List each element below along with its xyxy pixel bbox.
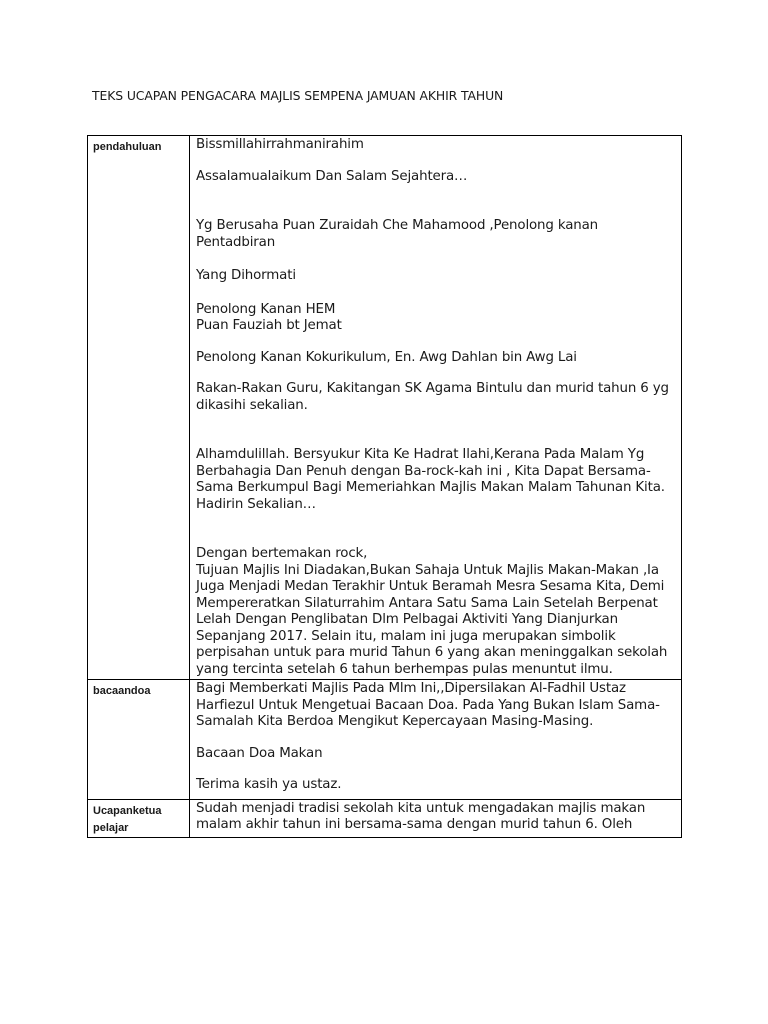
section-label: Ucapanketua pelajar [88,799,190,837]
paragraph: Dengan bertemakan rock, Tujuan Majlis Ini Diadakan,Bukan Sahaja Untuk Majlis Makan-Makan ,Ia Juga Menjadi Medan Terakhir Untuk Beramah Mesra Sesama Kita, Demi Mempereratkan Silaturrahim Antara Satu Sama Lain Setelah Berpenat Lelah Dengan Penglibatan Dlm Pelbagai Aktiviti Yang Dianjurkan Sepanjang 2017. Selain itu, malam ini juga merupakan simbolik perpisahan untuk para murid Tahun 6 yang akan meninggalkan sekolah yang tercinta setelah 6 tahun berhempas pulas menuntut ilmu. [196,546,668,677]
section-row-pendahuluan [88,136,682,680]
section-row-bacaandoa [88,680,682,800]
paragraph: Bissmillahirrahmanirahim [196,137,364,152]
paragraph: Yg Berusaha Puan Zuraidah Che Mahamood ,Penolong kanan Pentadbiran [196,218,599,250]
paragraph: Assalamualaikum Dan Salam Sejahtera… [196,168,468,184]
speech-table [87,135,682,838]
document-title: TEKS UCAPAN PENGACARA MAJLIS SEMPENA JAMUAN AKHIR TAHUN [92,88,504,103]
paragraph: Yang Dihormati [196,268,296,283]
paragraph: Sudah menjadi tradisi sekolah kita untuk mengadakan majlis makan malam akhir tahun ini bersama-sama dengan murid tahun 6. Oleh [196,800,646,832]
paragraph: Penolong Kanan Kokurikulum, En. Awg Dahlan bin Awg Lai [196,349,577,365]
section-label: bacaandoa [88,680,190,800]
section-label: pendahuluan [88,136,190,680]
section-body [190,799,682,837]
section-row-ucapan-ketua-pelajar [88,799,682,837]
paragraph: Rakan-Rakan Guru, Kakitangan SK Agama Bintulu dan murid tahun 6 yg dikasihi sekalian. [196,381,669,413]
paragraph: Bacaan Doa Makan [196,745,323,761]
paragraph: Penolong Kanan HEM Puan Fauziah bt Jemat [196,301,342,333]
section-body [190,136,682,680]
paragraph: Alhamdulillah. Bersyukur Kita Ke Hadrat Ilahi,Kerana Pada Malam Yg Berbahagia Dan Penuh dengan Ba-rock-kah ini , Kita Dapat Bersama-Sama Berkumpul Bagi Memeriahkan Majlis Makan Malam Tahunan Kita. Hadirin Sekalian… [196,447,665,512]
paragraph: Bagi Memberkati Majlis Pada Mlm Ini,,Dipersilakan Al-Fadhil Ustaz Harfiezul Untuk Mengetuai Bacaan Doa. Pada Yang Bukan Islam Sama-Samalah Kita Berdoa Mengikut Kepercayaan Masing-Masing. [196,681,660,729]
paragraph: Terima kasih ya ustaz. [196,777,342,792]
section-body [190,680,682,800]
